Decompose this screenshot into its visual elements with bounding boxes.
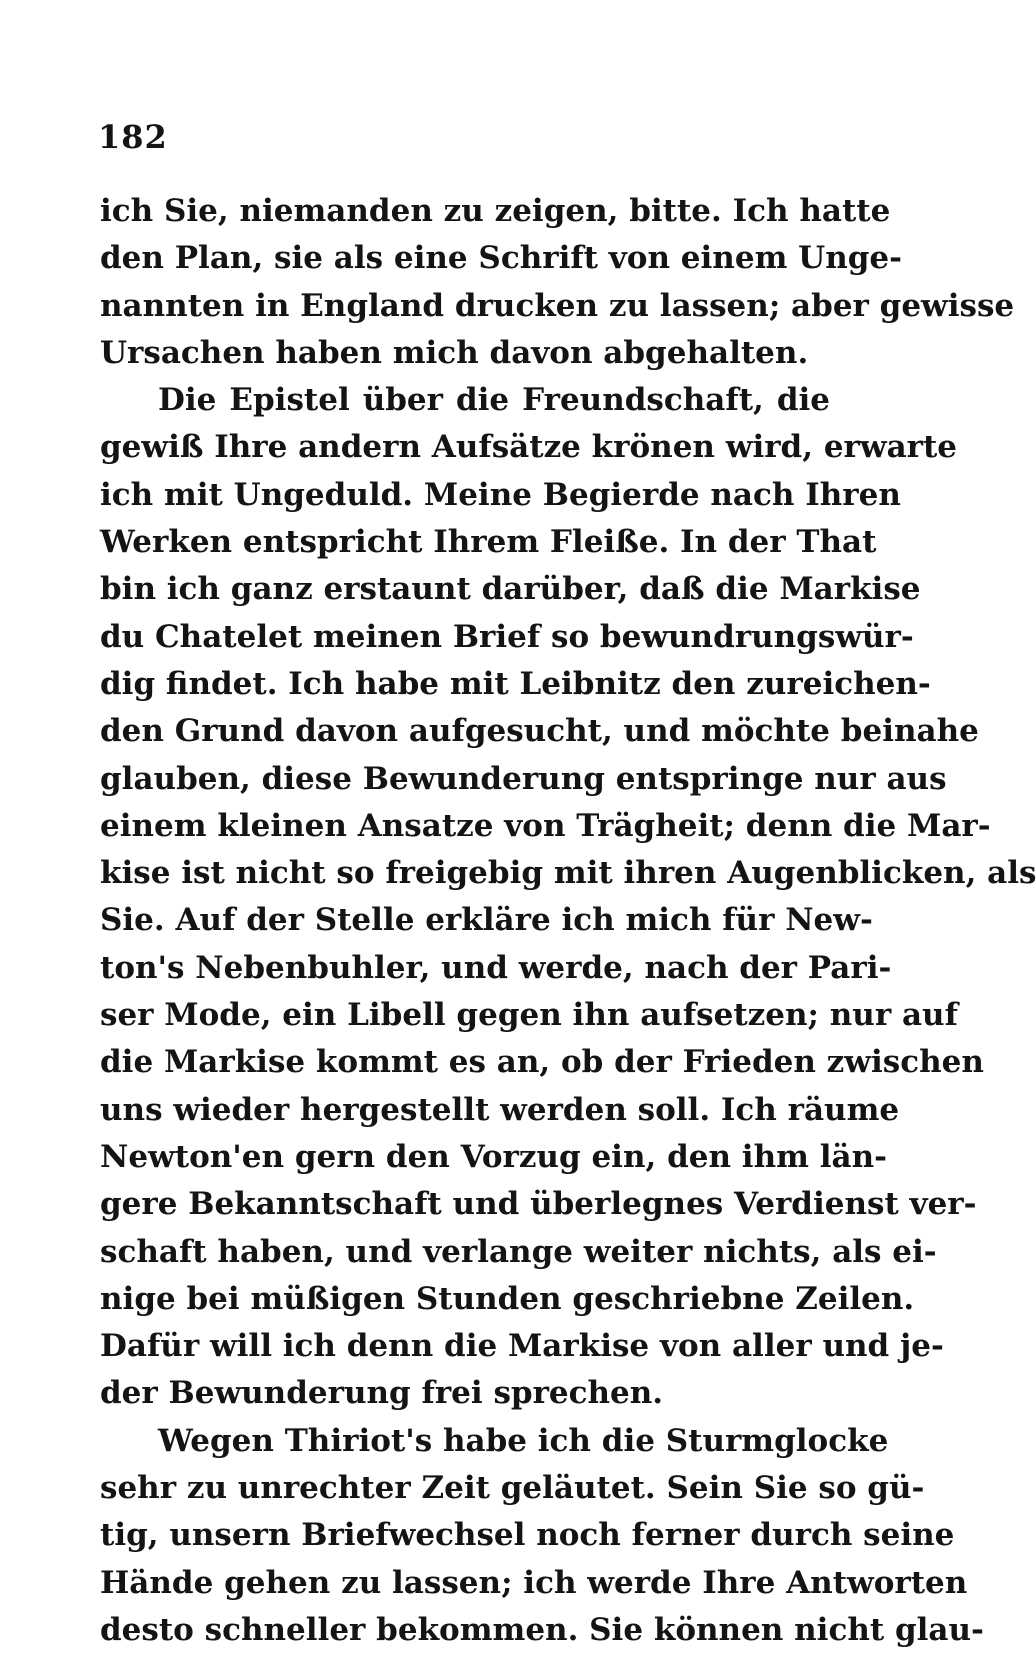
text-line: den Plan, sie als eine Schrift von einem Unge- bbox=[100, 240, 903, 277]
text-line: ich Sie, niemanden zu zeigen, bitte. Ich hatte bbox=[100, 193, 891, 229]
text-line: Sie. Auf der Stelle erkläre ich mich für New- bbox=[100, 902, 873, 939]
text-line: schaft haben, und verlange weiter nichts, als ei- bbox=[100, 1233, 937, 1270]
text-line: glauben, diese Bewunderung entspringe nur aus bbox=[100, 760, 947, 797]
text-line: Wegen Thiriot's habe ich die Sturmglocke bbox=[158, 1422, 889, 1459]
text-line: den Grund davon aufgesucht, und möchte beinahe bbox=[100, 713, 979, 750]
text-line: die Markise kommt es an, ob der Frieden zwischen bbox=[100, 1044, 984, 1081]
text-line: kise ist nicht so freigebig mit ihren Augenblicken, als bbox=[100, 855, 1036, 892]
text-line: nannten in England drucken zu lassen; aber gewisse bbox=[100, 287, 1015, 324]
text-line: Werken entspricht Ihrem Fleiße. In der That bbox=[100, 524, 877, 561]
text-line: der Bewunderung frei sprechen. bbox=[100, 1375, 664, 1412]
text-line: uns wieder hergestellt werden soll. Ich räume bbox=[100, 1091, 900, 1128]
text-line: dig findet. Ich habe mit Leibnitz den zureichen- bbox=[100, 665, 931, 702]
page-number: 182 bbox=[98, 118, 168, 156]
text-line: Dafür will ich denn die Markise von aller und je- bbox=[100, 1328, 944, 1365]
text-line: Hände gehen zu lassen; ich werde Ihre Antworten bbox=[100, 1564, 968, 1601]
text-line: bin ich ganz erstaunt darüber, daß die Markise bbox=[100, 571, 921, 608]
text-line: einem kleinen Ansatze von Trägheit; denn die Mar- bbox=[100, 807, 991, 844]
text-line: sehr zu unrechter Zeit geläutet. Sein Sie so gü- bbox=[100, 1470, 925, 1507]
text-line: ich mit Ungeduld. Meine Begierde nach Ihren bbox=[100, 476, 901, 513]
text-line: desto schneller bekommen. Sie können nicht glau- bbox=[100, 1611, 984, 1648]
body-text bbox=[100, 188, 1036, 1654]
text-line: tig, unsern Briefwechsel noch ferner durch seine bbox=[100, 1517, 955, 1554]
text-line: Ursachen haben mich davon abgehalten. bbox=[100, 334, 809, 371]
text-line: nige bei müßigen Stunden geschriebne Zeilen. bbox=[100, 1280, 915, 1317]
text-line: Die Epistel über die Freundschaft, die bbox=[158, 382, 830, 419]
text-line: ton's Nebenbuhler, und werde, nach der Pari- bbox=[100, 949, 892, 986]
text-line: du Chatelet meinen Brief so bewundrungswür- bbox=[100, 618, 914, 655]
text-line: ser Mode, ein Libell gegen ihn aufsetzen; nur auf bbox=[100, 997, 958, 1034]
text-line: Newton'en gern den Vorzug ein, den ihm län- bbox=[100, 1138, 887, 1175]
text-line: gewiß Ihre andern Aufsätze krönen wird, erwarte bbox=[100, 429, 958, 466]
text-line: gere Bekanntschaft und überlegnes Verdienst ver- bbox=[100, 1186, 977, 1223]
